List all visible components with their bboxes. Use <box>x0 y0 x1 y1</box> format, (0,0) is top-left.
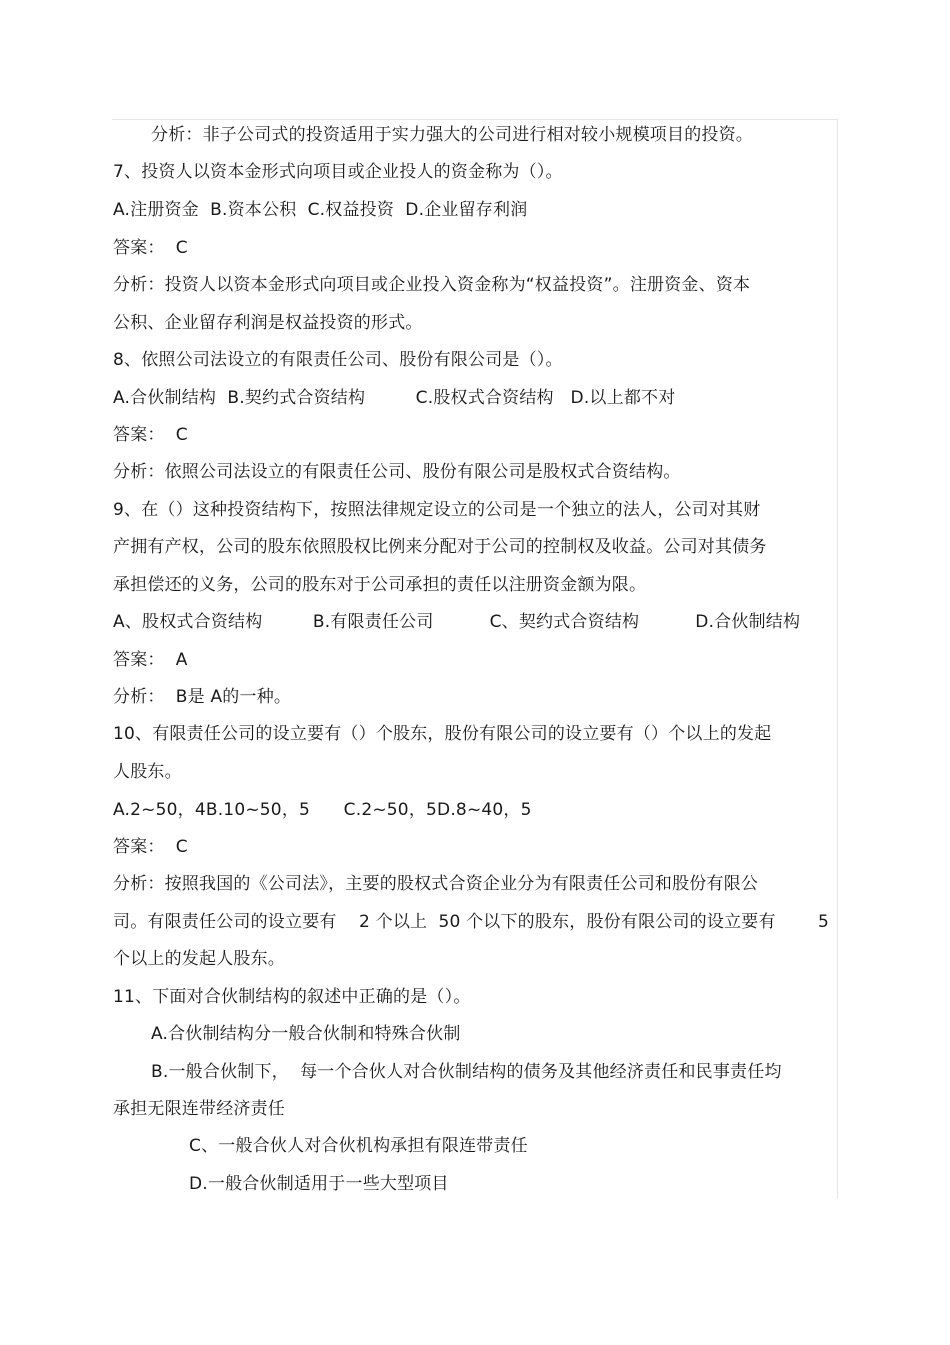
answer-q7: 答案： C <box>113 238 188 258</box>
analysis-q7-line2: 公积、企业留存利润是权益投资的形式。 <box>113 313 423 333</box>
question-9-line1: 9、在（）这种投资结构下，按照法律规定设立的公司是一个独立的法人，公司对其财 <box>113 500 761 520</box>
question-10-line2: 人股东。 <box>113 762 182 782</box>
page-frame-top-rule <box>112 119 837 120</box>
analysis-q9: 分析： B是 A的一种。 <box>113 687 292 707</box>
page-frame-right-rule <box>837 119 838 1199</box>
options-q10: A.2~50，4B.10~50，5 C.2~50，5D.8~40，5 <box>113 800 532 820</box>
analysis-q10-trailing-number: 5 <box>818 912 830 932</box>
option-q11-c: C、一般合伙人对合伙机构承担有限连带责任 <box>189 1136 528 1156</box>
question-9-line2: 产拥有产权，公司的股东依照股权比例来分配对于公司的控制权及收益。公司对其债务 <box>113 537 767 557</box>
question-9-line3: 承担偿还的义务，公司的股东对于公司承担的责任以注册资金额为限。 <box>113 575 647 595</box>
analysis-q7-line1: 分析：投资人以资本金形式向项目或企业投入资金称为“权益投资”。注册资金、资本 <box>113 275 751 295</box>
option-q11-d: D.一般合伙制适用于一些大型项目 <box>189 1174 449 1194</box>
options-q7: A.注册资金 B.资本公积 C.权益投资 D.企业留存利润 <box>113 200 528 220</box>
option-q11-a: A.合伙制结构分一般合伙制和特殊合伙制 <box>151 1024 461 1044</box>
answer-q8: 答案： C <box>113 425 188 445</box>
option-q11-b-line2: 承担无限连带经济责任 <box>113 1099 285 1119</box>
analysis-q10-line2: 司。有限责任公司的设立要有 2 个以上 50 个以下的股东，股份有限公司的设立要有 <box>113 912 776 932</box>
question-7: 7、投资人以资本金形式向项目或企业投人的资金称为（）。 <box>113 162 563 182</box>
analysis-q10-line1: 分析：按照我国的《公司法》，主要的股权式合资企业分为有限责任公司和股份有限公 <box>113 874 759 894</box>
question-11: 11、下面对合伙制结构的叙述中正确的是（）。 <box>113 987 471 1007</box>
question-8: 8、依照公司法设立的有限责任公司、股份有限公司是（）。 <box>113 350 563 370</box>
options-q9: A、股权式合资结构 B.有限责任公司 C、契约式合资结构 D.合伙制结构 <box>113 612 801 632</box>
analysis-q10-line3: 个以上的发起人股东。 <box>113 949 285 969</box>
answer-q10: 答案： C <box>113 837 188 857</box>
question-10-line1: 10、有限责任公司的设立要有（）个股东，股份有限公司的设立要有（）个以上的发起 <box>113 724 772 744</box>
answer-q9: 答案： A <box>113 650 188 670</box>
analysis-q8: 分析：依照公司法设立的有限责任公司、股份有限公司是股权式合资结构。 <box>113 462 681 482</box>
option-q11-b-line1: B.一般合伙制下， 每一个合伙人对合伙制结构的债务及其他经济责任和民事责任均 <box>151 1062 782 1082</box>
analysis-q6: 分析：非子公司式的投资适用于实力强大的公司进行相对较小规模项目的投资。 <box>151 125 753 145</box>
options-q8: A.合伙制结构 B.契约式合资结构 C.股权式合资结构 D.以上都不对 <box>113 388 676 408</box>
